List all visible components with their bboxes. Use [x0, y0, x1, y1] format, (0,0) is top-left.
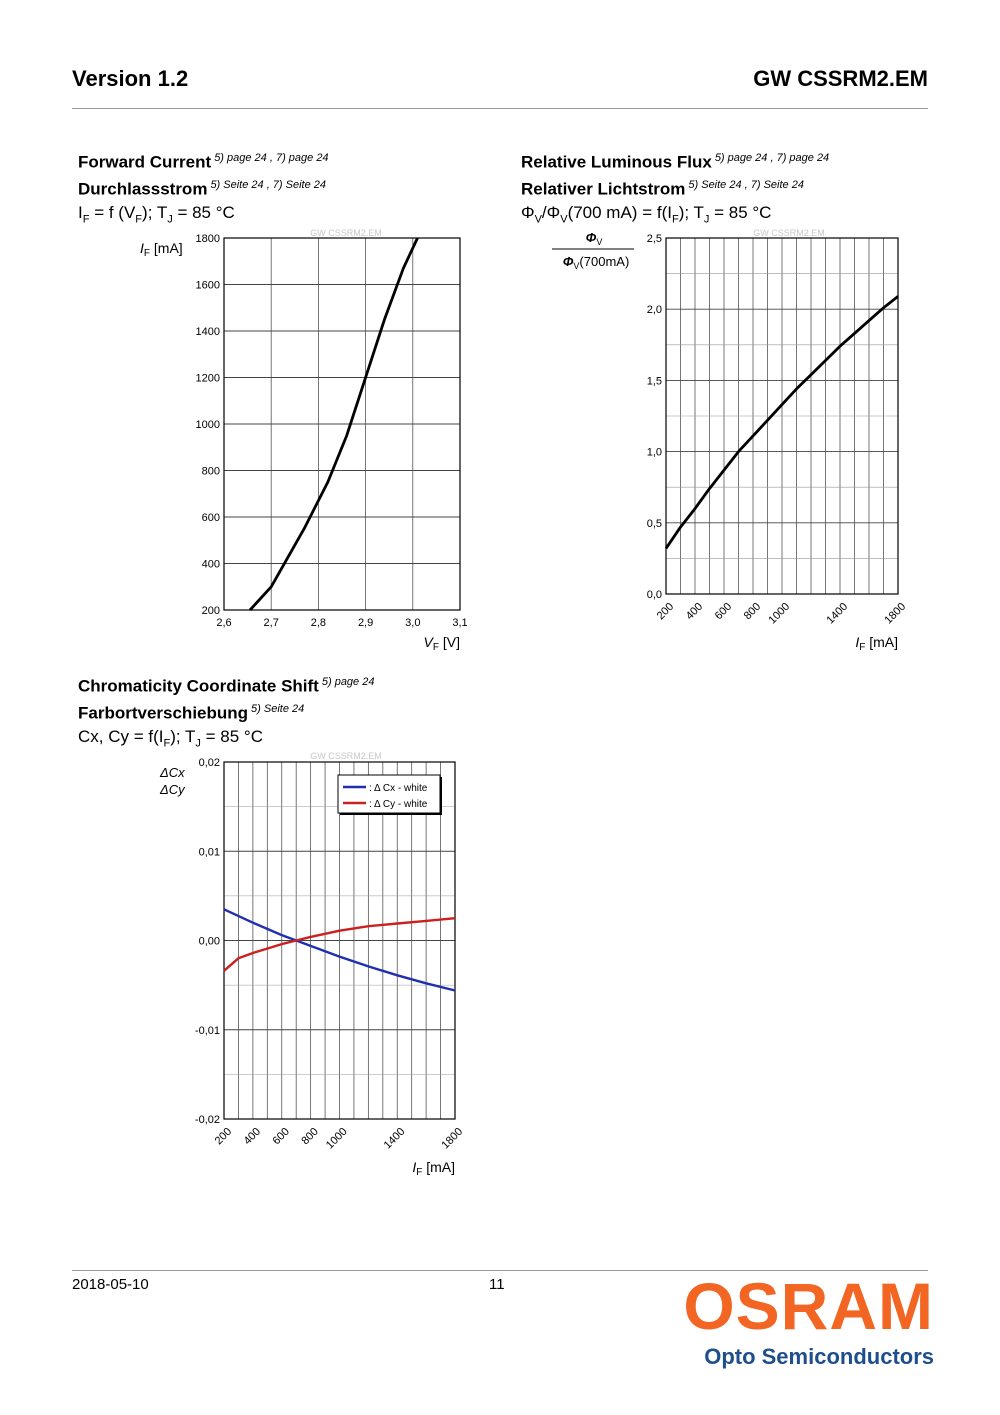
- y-tick-label: 1000: [195, 419, 220, 431]
- y-tick-label: 800: [201, 465, 220, 478]
- x-tick-label: 800: [299, 1125, 321, 1148]
- y-tick-label: 400: [201, 558, 220, 571]
- osram-logo: OSRAM: [683, 1269, 934, 1343]
- forward-title-de: Durchlassstrom: [78, 179, 208, 199]
- x-tick-label: 3,1: [452, 617, 468, 629]
- forward-title-en: Forward Current: [78, 152, 212, 172]
- flux-ref-en: 5) page 24 , 7) page 24: [714, 152, 830, 164]
- product-name: GW CSSRM2.EM: [753, 66, 928, 91]
- chroma-legend: [338, 775, 442, 815]
- page-number: 11: [489, 1276, 505, 1293]
- chroma-title-en: Chromaticity Coordinate Shift: [78, 676, 319, 696]
- flux-y-label-denominator: $\Phi_V(700mA)$: [562, 254, 630, 271]
- flux-title-de: Relativer Lichtstrom: [521, 179, 686, 199]
- y-tick-label: 2,5: [646, 233, 662, 245]
- y-tick-label: 200: [201, 605, 220, 617]
- y-tick-label: -0,01: [194, 1024, 220, 1037]
- x-tick-label: 400: [683, 600, 706, 623]
- x-tick-label: 200: [212, 1125, 235, 1148]
- y-tick-label: 1800: [195, 233, 220, 245]
- x-tick-label: 2,8: [310, 617, 327, 629]
- chroma-y-label-cx: ΔCx: [160, 765, 185, 780]
- chroma-formula: Cx, $Cy = f(I_F)$; $T_J = 85$ °C: [78, 727, 263, 750]
- footer-date: 2018-05-10: [72, 1276, 149, 1293]
- x-tick-label: 400: [241, 1125, 264, 1148]
- legend-label: : Δ Cy - white: [369, 799, 428, 810]
- x-tick-label: 2,6: [216, 617, 232, 629]
- forward-ref-en: 5) page 24 , 7) page 24: [214, 152, 329, 164]
- flux-y-label-numerator: $\Phi_V$: [585, 230, 603, 247]
- y-tick-label: 0,00: [198, 935, 220, 948]
- forward-x-axis-label: $V_F$ [V]: [423, 634, 460, 653]
- document-version: Version 1.2: [72, 66, 189, 91]
- osram-subtitle: Opto Semiconductors: [704, 1344, 934, 1369]
- y-tick-label: 0,5: [646, 517, 662, 530]
- flux-title-en: Relative Luminous Flux: [521, 152, 712, 172]
- y-tick-label: 1200: [195, 372, 220, 385]
- y-tick-label: 1,5: [646, 375, 662, 388]
- y-tick-label: 0,0: [646, 589, 662, 601]
- x-tick-label: 200: [654, 600, 677, 623]
- x-tick-label: 2,7: [263, 617, 279, 629]
- forward-watermark: GW CSSRM2.EM: [310, 228, 382, 238]
- y-tick-label: 600: [201, 512, 220, 524]
- chroma-watermark: GW CSSRM2.EM: [310, 751, 382, 761]
- y-tick-label: 1400: [195, 326, 220, 338]
- x-tick-label: 600: [270, 1125, 292, 1148]
- flux-ref-de: 5) Seite 24 , 7) Seite 24: [688, 178, 804, 191]
- chroma-y-label-cy: ΔCy: [160, 782, 185, 797]
- y-tick-label: 2,0: [646, 304, 662, 317]
- x-tick-label: 800: [741, 600, 764, 623]
- flux-formula: $\Phi_V/\Phi_V(700$ $mA) = f(I_F)$; $T_J = 85$ °C: [521, 203, 772, 226]
- y-tick-label: 0,01: [198, 846, 220, 859]
- x-tick-label: 1800: [439, 1125, 466, 1152]
- y-tick-label: 0,02: [198, 757, 220, 769]
- forward-y-axis-label: $I_F$ [mA]: [140, 240, 183, 259]
- x-tick-label: 1800: [882, 600, 909, 627]
- chroma-title-de: Farbortverschiebung: [78, 703, 249, 723]
- forward-formula: $I_F = f$ $(V_F)$; $T_J = 85$ °C: [78, 203, 235, 226]
- x-tick-label: 1000: [323, 1125, 350, 1152]
- chroma-ref-de: 5) Seite 24: [251, 702, 305, 715]
- x-tick-label: 1400: [824, 600, 851, 627]
- x-tick-label: 1400: [381, 1125, 408, 1152]
- forward-ref-de: 5) Seite 24 , 7) Seite 24: [210, 178, 327, 191]
- x-tick-label: 600: [712, 600, 735, 623]
- legend-label: : Δ Cx - white: [369, 783, 428, 794]
- x-tick-label: 1000: [766, 600, 793, 627]
- chroma-ref-en: 5) page 24: [321, 676, 375, 688]
- x-tick-label: 3,0: [405, 617, 421, 629]
- x-tick-label: 2,9: [357, 617, 374, 629]
- y-tick-label: 1600: [195, 279, 220, 292]
- flux-x-axis-label: $I_F$ [mA]: [855, 634, 898, 653]
- flux-watermark: GW CSSRM2.EM: [753, 228, 825, 238]
- chroma-x-axis-label: $I_F$ [mA]: [412, 1159, 455, 1178]
- y-tick-label: -0,02: [194, 1114, 220, 1126]
- y-tick-label: 1,0: [646, 446, 662, 459]
